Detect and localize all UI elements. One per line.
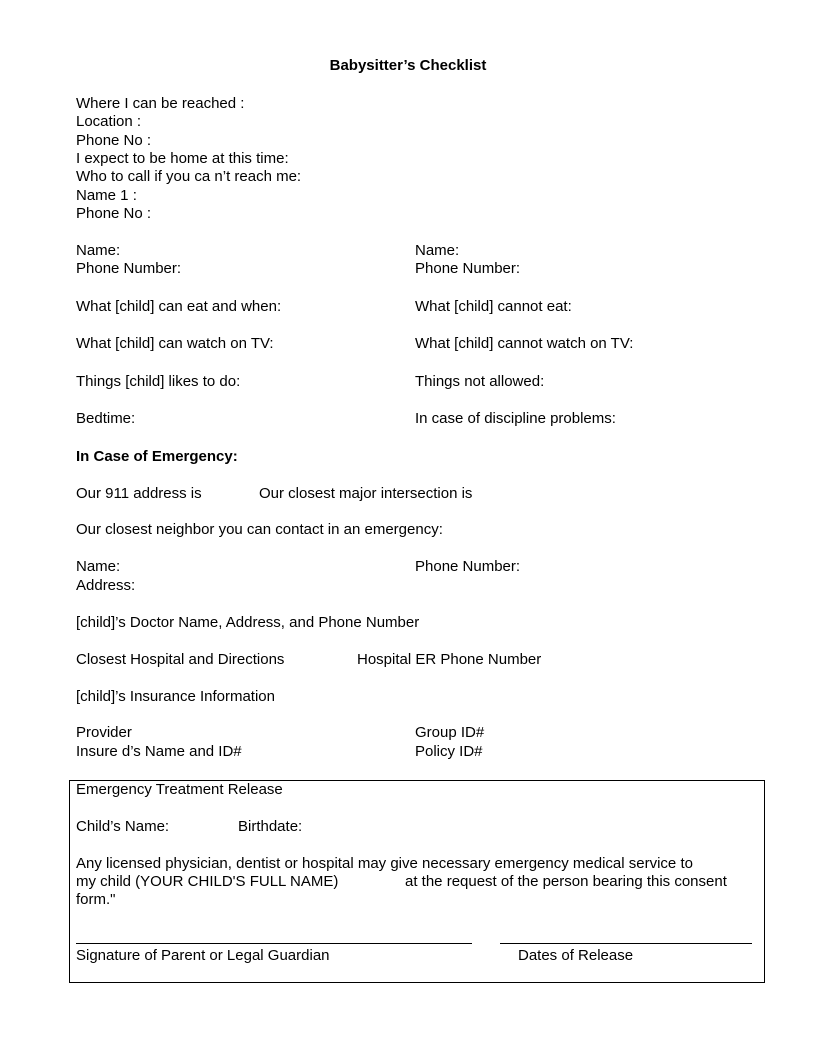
location-label: Location : — [76, 113, 142, 130]
release-text-line-3: form." — [76, 891, 116, 908]
neighbor-phone-label: Phone Number: — [415, 558, 521, 575]
intersection-label: Our closest major intersection is — [259, 485, 473, 502]
policy-id-label: Policy ID# — [415, 743, 483, 760]
reached-label: Where I can be reached : — [76, 95, 245, 112]
insurance-label: [child]’s Insurance Information — [76, 688, 275, 705]
cannot-watch-label: What [child] cannot watch on TV: — [415, 335, 634, 352]
dates-label: Dates of Release — [518, 947, 634, 964]
left-phone-label: Phone Number: — [76, 260, 182, 277]
page-title: Babysitter’s Checklist — [329, 57, 487, 74]
home-time-label: I expect to be home at this time: — [76, 150, 289, 167]
insured-label: Insure d’s Name and ID# — [76, 743, 242, 760]
neighbor-label: Our closest neighbor you can contact in an emergency: — [76, 521, 443, 538]
bedtime-label: Bedtime: — [76, 410, 136, 427]
right-name-label: Name: — [415, 242, 460, 259]
child-name-label: Child’s Name: — [76, 818, 170, 835]
who-to-call-label: Who to call if you ca n’t reach me: — [76, 168, 302, 185]
discipline-label: In case of discipline problems: — [415, 410, 616, 427]
release-text-line-1: Any licensed physician, dentist or hospital may give necessary emergency medical service to — [76, 855, 693, 872]
er-phone-label: Hospital ER Phone Number — [357, 651, 542, 668]
name1-label: Name 1 : — [76, 187, 137, 204]
group-id-label: Group ID# — [415, 724, 485, 741]
right-phone-label: Phone Number: — [415, 260, 521, 277]
cannot-eat-label: What [child] cannot eat: — [415, 298, 572, 315]
address-911-label: Our 911 address is — [76, 485, 202, 502]
not-allowed-label: Things not allowed: — [415, 373, 545, 390]
release-heading: Emergency Treatment Release — [76, 781, 283, 798]
likes-label: Things [child] likes to do: — [76, 373, 241, 390]
phone-label-1: Phone No : — [76, 132, 152, 149]
neighbor-name-label: Name: — [76, 558, 121, 575]
emergency-heading: In Case of Emergency: — [76, 448, 238, 465]
release-text-line-2b: at the request of the person bearing this consent — [405, 873, 727, 890]
dates-line[interactable] — [500, 943, 752, 944]
left-name-label: Name: — [76, 242, 121, 259]
can-watch-label: What [child] can watch on TV: — [76, 335, 274, 352]
phone-label-2: Phone No : — [76, 205, 152, 222]
release-text-line-2a: my child (YOUR CHILD'S FULL NAME) — [76, 873, 339, 890]
signature-label: Signature of Parent or Legal Guardian — [76, 947, 330, 964]
signature-line[interactable] — [76, 943, 472, 944]
birthdate-label: Birthdate: — [238, 818, 303, 835]
provider-label: Provider — [76, 724, 132, 741]
doctor-label: [child]’s Doctor Name, Address, and Phone Number — [76, 614, 420, 631]
neighbor-address-label: Address: — [76, 577, 136, 594]
hospital-label: Closest Hospital and Directions — [76, 651, 285, 668]
can-eat-label: What [child] can eat and when: — [76, 298, 282, 315]
